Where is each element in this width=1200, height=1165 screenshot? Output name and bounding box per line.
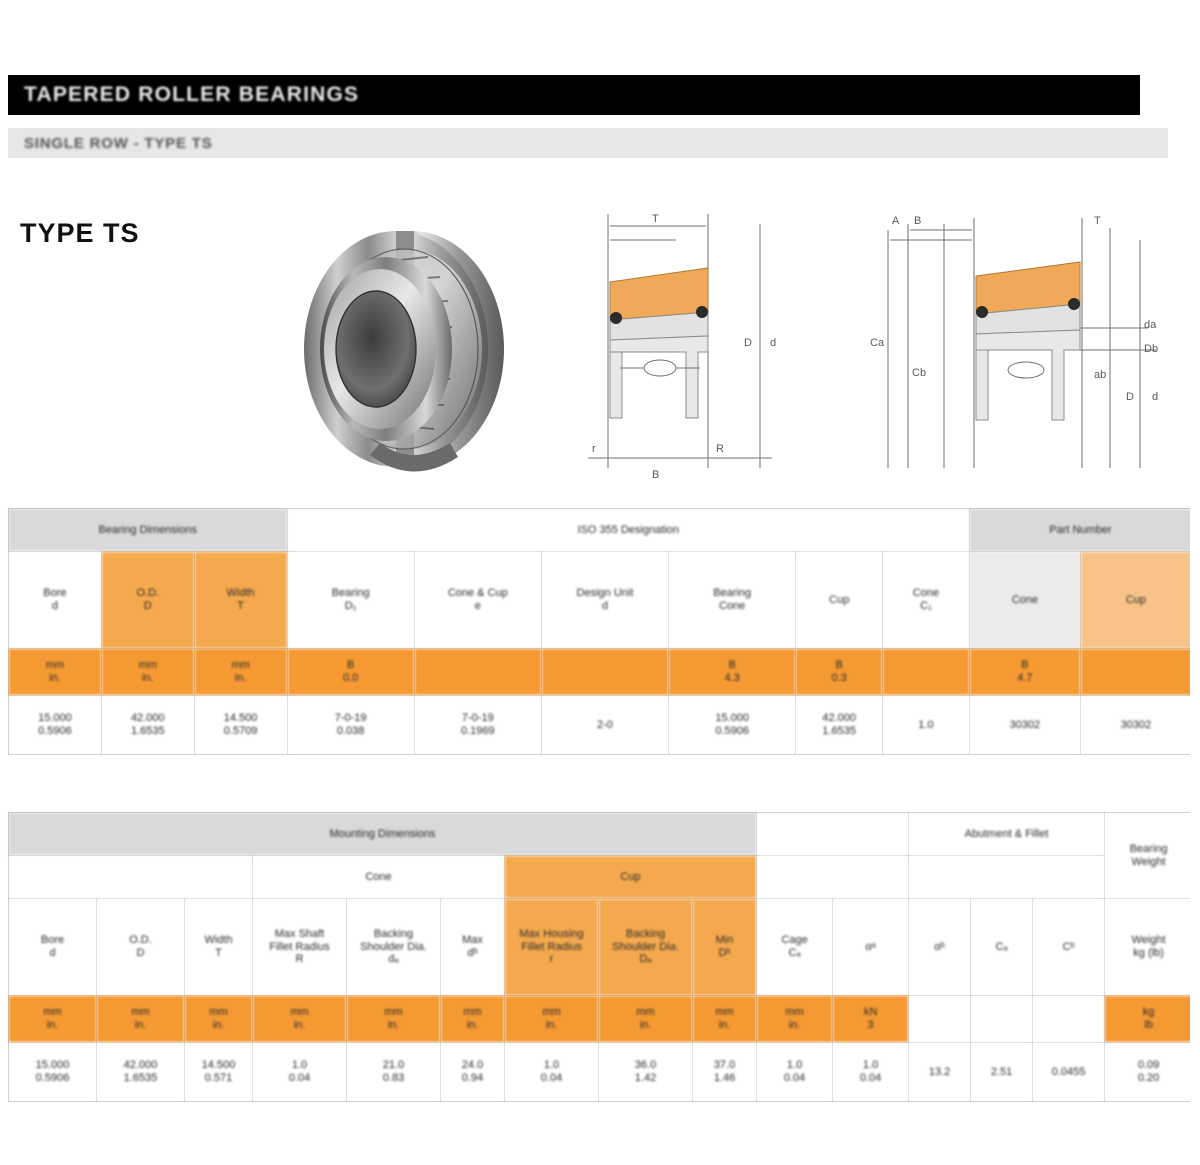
data2-alpha-a: 1.0 0.04 bbox=[833, 1043, 909, 1102]
document-subheader-band bbox=[8, 128, 1168, 158]
col2-alpha-b: αᵇ bbox=[909, 899, 971, 996]
svg-text:Cb: Cb bbox=[912, 367, 927, 379]
midgroup-cage bbox=[757, 856, 909, 899]
table-one-units-row bbox=[9, 649, 1192, 696]
unit-cell: mm in. bbox=[194, 649, 287, 696]
data-cell-width: 14.500 0.5709 bbox=[194, 696, 287, 755]
svg-text:da: da bbox=[1144, 319, 1157, 331]
unit-cell: mm in. bbox=[505, 996, 599, 1043]
svg-text:ab: ab bbox=[1094, 369, 1107, 381]
data-cell-cone-c1: 1.0 bbox=[883, 696, 970, 755]
tapered-roller-bearing-photo bbox=[288, 205, 528, 495]
col-cup: Cup bbox=[796, 552, 883, 649]
svg-text:d: d bbox=[770, 337, 777, 349]
table-two-subheader-row bbox=[9, 899, 1193, 996]
data2-od: 42.000 1.6535 bbox=[97, 1043, 185, 1102]
table-one-subheader-row bbox=[9, 552, 1192, 649]
unit-cell: mm in. bbox=[185, 996, 253, 1043]
unit-cell-blank bbox=[1033, 996, 1105, 1043]
unit-cell: mm in. bbox=[9, 649, 102, 696]
data2-cage-ca: 1.0 0.04 bbox=[757, 1043, 833, 1102]
data2-cup-db-min: 37.0 1.46 bbox=[693, 1043, 757, 1102]
data-cell-cup: 42.000 1.6535 bbox=[796, 696, 883, 755]
col2-housing-fillet: Max Housing Fillet Radius r bbox=[505, 899, 599, 996]
data2-width: 14.500 0.571 bbox=[185, 1043, 253, 1102]
data-cell-design-unit: 2-0 bbox=[541, 696, 668, 755]
group-spacer bbox=[757, 813, 909, 856]
midgroup-cup: Cup bbox=[505, 856, 757, 899]
page-subtitle: SINGLE ROW - TYPE TS bbox=[24, 134, 213, 152]
unit-cell: B 4.3 bbox=[669, 649, 796, 696]
data2-ca: 13.2 bbox=[909, 1043, 971, 1102]
table-one-group-row bbox=[9, 509, 1192, 552]
table-two-midgroup-row bbox=[9, 856, 1193, 899]
data2-housing-fillet: 1.0 0.04 bbox=[505, 1043, 599, 1102]
svg-text:A: A bbox=[892, 215, 900, 227]
midgroup-abutment bbox=[909, 856, 1105, 899]
col2-cone-db-max: Max dᵇ bbox=[441, 899, 505, 996]
data-cell-part-cup: 30302 bbox=[1080, 696, 1191, 755]
midgroup-cone: Cone bbox=[253, 856, 505, 899]
unit-cell: kN 3 bbox=[833, 996, 909, 1043]
group-bearing-weight: Bearing Weight bbox=[1105, 813, 1193, 899]
unit-cell: B 0.0 bbox=[287, 649, 414, 696]
bearing-dimensions-table bbox=[8, 508, 1192, 755]
unit-cell: mm in. bbox=[253, 996, 347, 1043]
col-od: O.D. D bbox=[101, 552, 194, 649]
unit-cell: mm in. bbox=[693, 996, 757, 1043]
bearing-type-label: TYPE TS bbox=[20, 218, 140, 248]
document-header-band bbox=[8, 75, 1168, 115]
col-bearing-cone: Bearing Cone bbox=[669, 552, 796, 649]
col2-od: O.D. D bbox=[97, 899, 185, 996]
group-part-number: Part Number bbox=[969, 509, 1191, 552]
unit-cell bbox=[883, 649, 970, 696]
col2-cup-db-min: Min Dᵇ bbox=[693, 899, 757, 996]
data2-cb: 2.51 bbox=[971, 1043, 1033, 1102]
table-row[interactable] bbox=[9, 1043, 1193, 1102]
unit-cell bbox=[414, 649, 541, 696]
col-cone-cup: Cone & Cup e bbox=[414, 552, 541, 649]
col2-cage-ca: Cage Cₐ bbox=[757, 899, 833, 996]
table-row[interactable] bbox=[9, 696, 1192, 755]
unit-cell: mm in. bbox=[97, 996, 185, 1043]
col2-shaft-fillet: Max Shaft Fillet Radius R bbox=[253, 899, 347, 996]
col-part-cone: Cone bbox=[969, 552, 1080, 649]
unit-cell: mm in. bbox=[9, 996, 97, 1043]
data-cell-cone-cup: 7-0-19 0.1969 bbox=[414, 696, 541, 755]
data-cell-bore: 15.000 0.5906 bbox=[9, 696, 102, 755]
mounting-dimensions-table bbox=[8, 812, 1192, 1102]
data2-bore: 15.000 0.5906 bbox=[9, 1043, 97, 1102]
data2-cone-shoulder-dia: 21.0 0.83 bbox=[347, 1043, 441, 1102]
col2-width: Width T bbox=[185, 899, 253, 996]
col2-cone-shoulder-dia: Backing Shoulder Dia. dₐ bbox=[347, 899, 441, 996]
unit-cell: B 4.7 bbox=[969, 649, 1080, 696]
page-right-bleed bbox=[1190, 70, 1200, 1120]
table-two-units-row bbox=[9, 996, 1193, 1043]
col-bearing-d1: Bearing D₁ bbox=[287, 552, 414, 649]
page-title: TAPERED ROLLER BEARINGS bbox=[24, 83, 360, 106]
group-bearing-dimensions: Bearing Dimensions bbox=[9, 509, 288, 552]
unit-cell: mm in. bbox=[441, 996, 505, 1043]
data-cell-part-cone: 30302 bbox=[969, 696, 1080, 755]
svg-text:B: B bbox=[652, 469, 660, 481]
col2-ca: Cₐ bbox=[971, 899, 1033, 996]
cross-section-drawing-basic bbox=[548, 200, 798, 495]
data2-shaft-fillet: 1.0 0.04 bbox=[253, 1043, 347, 1102]
cross-section-drawing-detailed bbox=[848, 200, 1178, 495]
data2-cup-shoulder-dia: 36.0 1.42 bbox=[599, 1043, 693, 1102]
svg-text:T: T bbox=[652, 213, 659, 225]
data2-cone-db-max: 24.0 0.94 bbox=[441, 1043, 505, 1102]
group-iso-designation: ISO 355 Designation bbox=[287, 509, 969, 552]
col-width: Width T bbox=[194, 552, 287, 649]
col2-alpha-a: αᵃ bbox=[833, 899, 909, 996]
table-two bbox=[8, 812, 1193, 1102]
col2-weight: Weight kg (lb) bbox=[1105, 899, 1193, 996]
unit-cell: mm in. bbox=[101, 649, 194, 696]
group-mounting-dimensions: Mounting Dimensions bbox=[9, 813, 757, 856]
unit-cell: B 0.3 bbox=[796, 649, 883, 696]
col-bore: Bore d bbox=[9, 552, 102, 649]
svg-text:B: B bbox=[914, 215, 922, 227]
svg-text:Ca: Ca bbox=[870, 337, 885, 349]
unit-cell-blank bbox=[971, 996, 1033, 1043]
table-one bbox=[8, 508, 1192, 755]
unit-cell: mm in. bbox=[757, 996, 833, 1043]
data2-ce: 0.0455 bbox=[1033, 1043, 1105, 1102]
data2-weight: 0.09 0.20 bbox=[1105, 1043, 1193, 1102]
col-part-cup: Cup bbox=[1080, 552, 1191, 649]
unit-cell bbox=[541, 649, 668, 696]
unit-cell: kg lb bbox=[1105, 996, 1193, 1043]
midgroup-blank bbox=[9, 856, 253, 899]
unit-cell: mm in. bbox=[347, 996, 441, 1043]
header-right-cap bbox=[1140, 75, 1168, 115]
col2-bore: Bore d bbox=[9, 899, 97, 996]
col-cone-c1: Cone C₁ bbox=[883, 552, 970, 649]
svg-text:d: d bbox=[1152, 391, 1159, 403]
data-cell-od: 42.000 1.6535 bbox=[101, 696, 194, 755]
group-abutment-fillet: Abutment & Fillet bbox=[909, 813, 1105, 856]
svg-text:R: R bbox=[716, 443, 724, 455]
svg-text:T: T bbox=[1094, 215, 1101, 227]
svg-text:Db: Db bbox=[1144, 343, 1159, 355]
svg-text:r: r bbox=[592, 443, 596, 455]
unit-cell: mm in. bbox=[599, 996, 693, 1043]
unit-cell-blank bbox=[909, 996, 971, 1043]
table-two-group-row bbox=[9, 813, 1193, 856]
svg-text:D: D bbox=[1126, 391, 1134, 403]
data-cell-bearing-d1: 7-0-19 0.038 bbox=[287, 696, 414, 755]
col2-cb: Cᵇ bbox=[1033, 899, 1105, 996]
col-design-unit: Design Unit d bbox=[541, 552, 668, 649]
unit-cell bbox=[1080, 649, 1191, 696]
col2-cup-shoulder-dia: Backing Shoulder Dia. Dₐ bbox=[599, 899, 693, 996]
data-cell-bearing-cone: 15.000 0.5906 bbox=[669, 696, 796, 755]
svg-text:D: D bbox=[744, 337, 752, 349]
